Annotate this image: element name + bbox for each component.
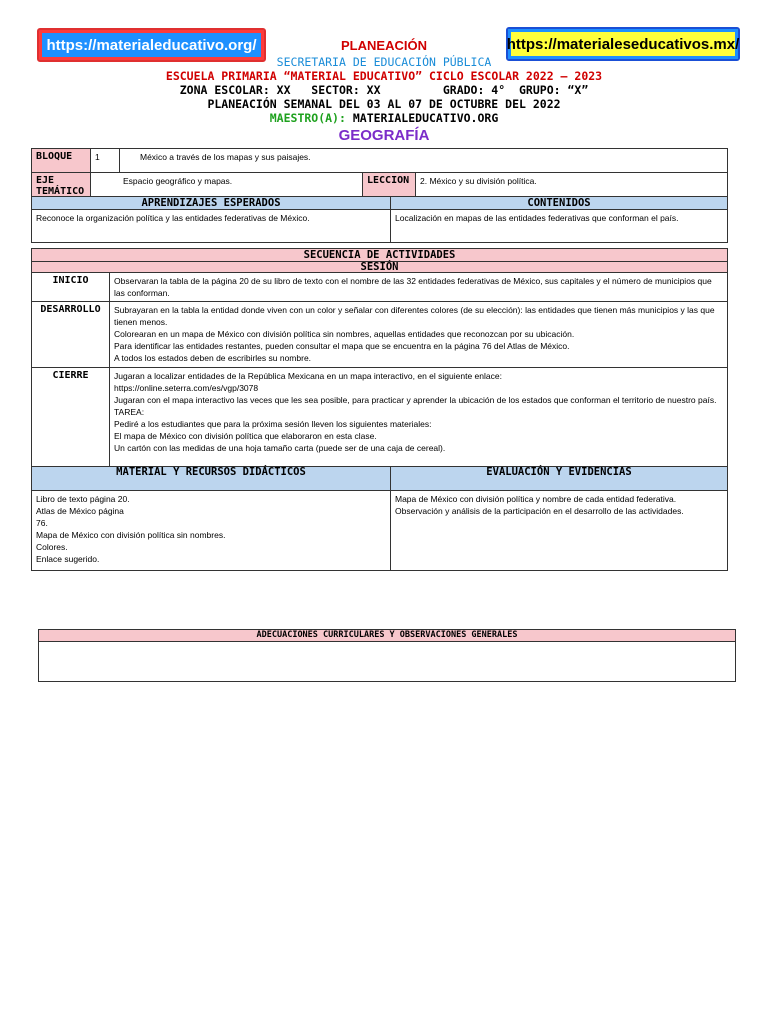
eje-value: Espacio geográfico y mapas.	[91, 173, 363, 200]
document-title: PLANEACIÓN	[341, 38, 427, 53]
secretaria-line: SECRETARIA DE EDUCACIÓN PÚBLICA	[276, 55, 492, 69]
website-banner-left-text: https://materialeducativo.org/	[46, 36, 257, 54]
cierre-label: CIERRE	[32, 368, 110, 468]
desarrollo-line: Subrayaran en la tabla la entidad donde viven con un color y señalar con diferentes colores (de su elección): las entidades que tienen más municipios y las que tienen menos.	[114, 305, 715, 327]
material-table	[31, 466, 728, 571]
tarea-label: TAREA:	[114, 407, 145, 417]
evaluacion-text: Mapa de México con división política y nombre de cada entidad federativa. Observación y análisis de la participación en el desarrollo de las actividades.	[391, 491, 728, 571]
desarrollo-line: Colorearan en un mapa de México con división política sin nombres, aquellas entidades que reconozcan por su ubicación.	[114, 329, 575, 339]
subject-title: GEOGRAFÍA	[338, 127, 430, 144]
cierre-line: Pediré a los estudiantes que para la próxima sesión lleven los siguientes materiales:	[114, 419, 432, 429]
adecuaciones-table	[38, 629, 736, 682]
maestro-value: MATERIALEDUCATIVO.ORG	[345, 111, 499, 125]
escuela-line: ESCUELA PRIMARIA “MATERIAL EDUCATIVO” CICLO ESCOLAR 2022 – 2023	[165, 69, 603, 83]
inicio-label: INICIO	[32, 273, 110, 302]
secuencia-header: SECUENCIA DE ACTIVIDADES	[32, 249, 728, 262]
material-item: Colores.	[36, 542, 68, 552]
material-item: 76.	[36, 518, 48, 528]
maestro-label: MAESTRO(A):	[269, 111, 346, 125]
cierre-line: Jugaran con el mapa interactivo las veces que les sea posible, para practicar y aprender la ubicación de los estados que conforman el territorio de nuestro país.	[114, 395, 717, 405]
material-item: Mapa de México con división política sin nombres.	[36, 530, 226, 540]
aprendizajes-header: APRENDIZAJES ESPERADOS	[32, 197, 391, 210]
seterra-link[interactable]: https://online.seterra.com/es/vgp/3078	[114, 383, 259, 393]
bloque-label: BLOQUE	[32, 149, 91, 173]
adecuaciones-header: ADECUACIONES CURRICULARES Y OBSERVACIONES GENERALES	[39, 630, 736, 642]
aprendizajes-table	[31, 196, 728, 243]
eje-label: EJE TEMÁTICO	[32, 173, 91, 200]
cierre-line: Un cartón con las medidas de una hoja tamaño carta (puede ser de una caja de cereal).	[114, 443, 446, 453]
bloque-value: 1	[91, 149, 120, 173]
desarrollo-line: Para identificar las entidades restantes, pueden consultar el mapa que se encuentra en la página 76 del Atlas de México.	[114, 341, 570, 351]
material-list	[32, 491, 391, 571]
contenidos-header: CONTENIDOS	[391, 197, 728, 210]
maestro-line	[0, 111, 768, 125]
desarrollo-line: A todos los estados deben de escribirles su nombre.	[114, 353, 312, 363]
adecuaciones-text[interactable]	[39, 642, 736, 682]
leccion-value: 2. México y su división política.	[416, 173, 728, 200]
leccion-label: LECCION	[363, 173, 416, 200]
material-item: Libro de texto página 20.	[36, 494, 130, 504]
contenidos-text: Localización en mapas de las entidades federativas que conforman el país.	[391, 210, 728, 243]
website-banner-right-text: https://materialeseducativos.mx/	[506, 35, 740, 53]
inicio-activities	[110, 273, 728, 302]
semana-line: PLANEACIÓN SEMANAL DEL 03 AL 07 DE OCTUBRE DEL 2022	[207, 97, 561, 111]
cierre-line: Jugaran a localizar entidades de la República Mexicana en un mapa interactivo, en el siguiente enlace:	[114, 371, 502, 381]
zona-line: ZONA ESCOLAR: XX SECTOR: XX GRADO: 4° GRUPO: “X”	[179, 83, 589, 97]
secuencia-table	[31, 248, 728, 468]
material-item: Enlace sugerido.	[36, 554, 100, 564]
evaluacion-header: EVALUACIÓN Y EVIDENCIAS	[391, 467, 728, 491]
aprendizajes-text: Reconoce la organización política y las entidades federativas de México.	[32, 210, 391, 243]
cierre-line: El mapa de México con división política que elaboraron en esta clase.	[114, 431, 377, 441]
material-item: Atlas de México página	[36, 506, 124, 516]
sesion-header: SESIÓN	[32, 262, 728, 273]
bloque-tema: México a través de los mapas y sus paisajes.	[120, 149, 728, 173]
info-table	[31, 148, 728, 200]
inicio-line: Observaran la tabla de la página 20 de su libro de texto con el nombre de las 32 entidades federativas de México, sus capitales y el número de municipios que las conforman.	[114, 276, 712, 298]
desarrollo-label: DESARROLLO	[32, 302, 110, 368]
cierre-activities	[110, 368, 728, 468]
material-header: MATERIAL Y RECURSOS DIDÁCTICOS	[32, 467, 391, 491]
desarrollo-activities	[110, 302, 728, 368]
